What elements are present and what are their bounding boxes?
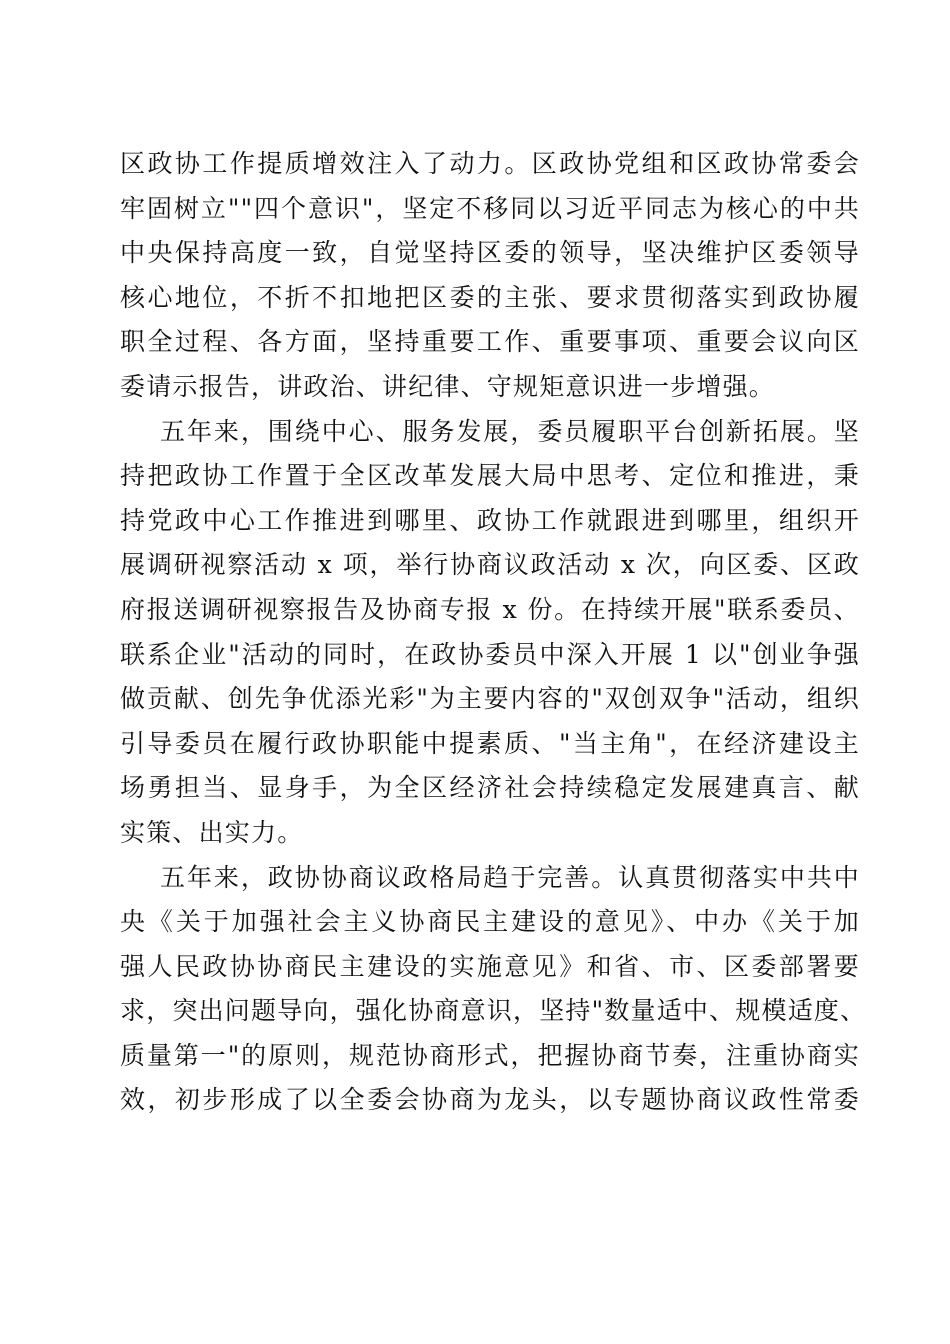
text-line: 质量第一"的原则，规范协商形式，把握协商节奏，注重协商实 [120, 1040, 860, 1070]
text-line: 强人民政协协商民主建设的实施意见》和省、市、区委部署要 [120, 951, 860, 981]
text-line: 实策、出实力。 [120, 817, 304, 847]
text-line: 职全过程、各方面，坚持重要工作、重要事项、重要会议向区 [120, 327, 860, 357]
text-line: 联系企业"活动的同时，在政协委员中深入开展 1 以"创业争强 [120, 639, 860, 669]
text-line: 核心地位，不折不扣地把区委的主张、要求贯彻落实到政协履 [120, 282, 860, 312]
text-line: 展调研视察活动 x 项，举行协商议政活动 x 次，向区委、区政 [120, 550, 861, 580]
text-line: 区政协工作提质增效注入了动力。区政协党组和区政协常委会 [120, 149, 860, 178]
text-line: 牢固树立""四个意识"，坚定不移同以习近平同志为核心的中共 [120, 193, 860, 223]
text-line: 府报送调研视察报告及协商专报 x 份。在持续开展"联系委员、 [120, 594, 860, 624]
text-line: 引导委员在履行政协职能中提素质、"当主角"，在经济建设主 [120, 728, 860, 758]
text-line: 央《关于加强社会主义协商民主建设的意见》、中办《关于加 [120, 907, 860, 937]
text-line: 效，初步形成了以全委会协商为龙头，以专题协商议政性常委 [120, 1085, 860, 1115]
text-line: 场勇担当、显身手，为全区经济社会持续稳定发展建真言、献 [120, 773, 860, 803]
text-line: 持党政中心工作推进到哪里、政协工作就跟进到哪里，组织开 [120, 505, 860, 535]
paragraph-first-line: 五年来，围绕中心、服务发展，委员履职平台创新拓展。坚 [160, 416, 860, 446]
text-line: 中央保持高度一致，自觉坚持区委的领导，坚决维护区委领导 [120, 238, 860, 268]
text-line: 做贡献、创先争优添光彩"为主要内容的"双创双争"活动，组织 [120, 684, 860, 714]
text-line: 求，突出问题导向，强化协商意识，坚持"数量适中、规模适度、 [120, 996, 867, 1026]
text-line: 委请示报告，讲政治、讲纪律、守规矩意识进一步增强。 [120, 371, 776, 401]
document-body [120, 142, 867, 1123]
text-line: 持把政协工作置于全区改革发展大局中思考、定位和推进，秉 [120, 461, 860, 491]
paragraph-first-line: 五年来，政协协商议政格局趋于完善。认真贯彻落实中共中 [160, 862, 860, 892]
